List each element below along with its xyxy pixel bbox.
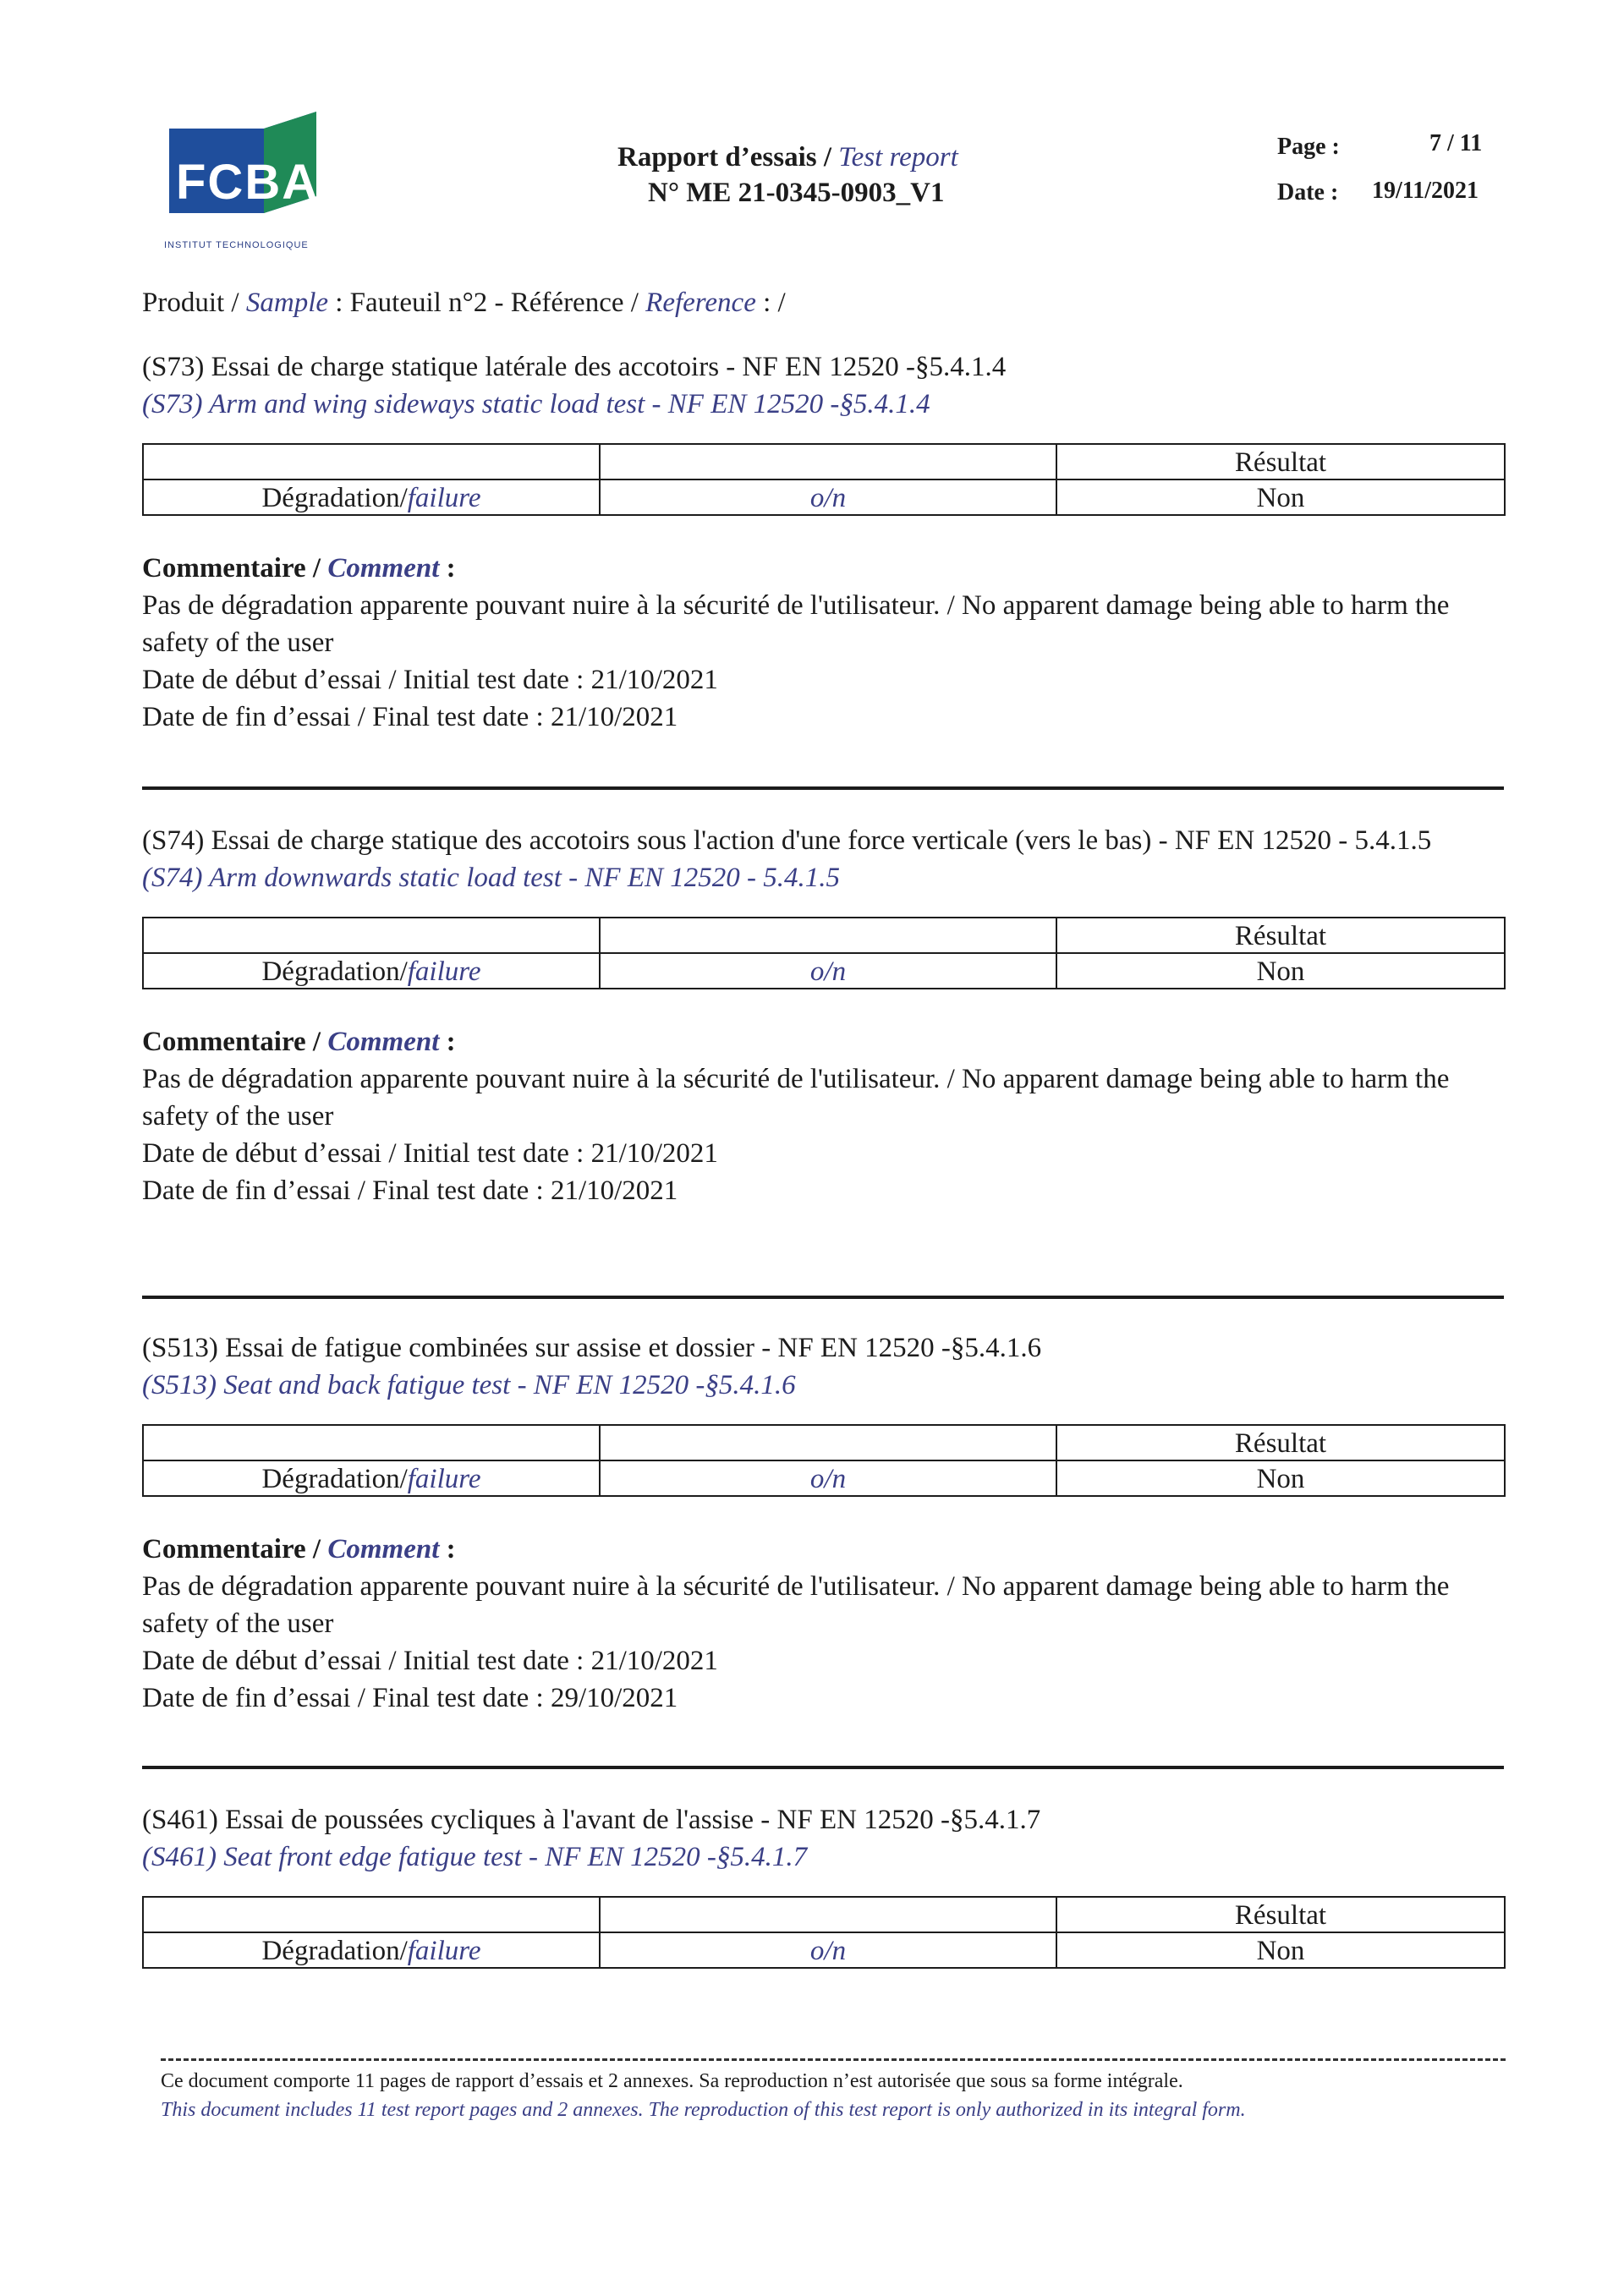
test-section-s461 bbox=[142, 1801, 1504, 1969]
failure-label-cell bbox=[143, 953, 600, 989]
result-header-empty-cell bbox=[600, 444, 1056, 479]
result-header: Résultat bbox=[1056, 1897, 1505, 1932]
reference-label-en: Reference bbox=[645, 288, 756, 318]
footer-notice-en: This document includes 11 test report pages and 2 annexes. The reproduction of this test report is only authorized in its integral form. bbox=[161, 2099, 1246, 2121]
start-date: Date de début d’essai / Initial test date : 21/10/2021 bbox=[142, 665, 718, 695]
reference-value: : / bbox=[763, 288, 786, 318]
product-label-en: Sample bbox=[245, 288, 329, 318]
failure-label-fr: Dégradation/ bbox=[261, 1936, 408, 1966]
test-section-s513 bbox=[142, 1329, 1504, 1717]
result-header-empty-cell bbox=[143, 1897, 600, 1932]
yes-no-label: o/n bbox=[809, 1936, 847, 1966]
section-title-fr: (S74) Essai de charge statique des accotoirs sous l'action d'une force verticale (vers le bas) - NF EN 12520 - 5.4.1.5 bbox=[142, 825, 1432, 856]
comment-label bbox=[142, 1531, 1504, 1568]
yes-no-label: o/n bbox=[809, 1464, 847, 1494]
result-value: Non bbox=[1056, 479, 1505, 515]
section-title-en: (S74) Arm downwards static load test - NF EN 12520 - 5.4.1.5 bbox=[142, 863, 840, 893]
yes-no-cell bbox=[600, 479, 1056, 515]
logo-text: FCBA bbox=[176, 155, 320, 210]
product-label-fr: Produit / bbox=[142, 288, 239, 318]
start-date: Date de début d’essai / Initial test date : 21/10/2021 bbox=[142, 1138, 718, 1169]
end-date: Date de fin d’essai / Final test date : 29/10/2021 bbox=[142, 1683, 678, 1713]
comment-colon: : bbox=[446, 553, 456, 584]
result-header: Résultat bbox=[1056, 1425, 1505, 1460]
failure-label-en: failure bbox=[407, 956, 481, 987]
section-divider bbox=[142, 1766, 1504, 1769]
failure-label-en: failure bbox=[407, 1464, 481, 1494]
comment-block bbox=[142, 1023, 1504, 1209]
logo-tagline: INSTITUT TECHNOLOGIQUE bbox=[164, 240, 309, 250]
comment-label-en: Comment bbox=[327, 553, 440, 584]
result-table bbox=[142, 443, 1506, 516]
comment-label-fr: Commentaire / bbox=[142, 553, 321, 584]
comment-colon: : bbox=[446, 1027, 456, 1057]
yes-no-label: o/n bbox=[809, 956, 847, 987]
comment-label bbox=[142, 1023, 1504, 1060]
failure-label-fr: Dégradation/ bbox=[261, 956, 408, 987]
product-value: : Fauteuil n°2 - Référence / bbox=[335, 288, 639, 318]
result-table bbox=[142, 1896, 1506, 1969]
report-title-fr: Rapport d’essais / bbox=[617, 142, 832, 173]
date-label: Date : bbox=[1277, 179, 1339, 205]
yes-no-label: o/n bbox=[809, 483, 847, 513]
result-header: Résultat bbox=[1056, 444, 1505, 479]
section-title-fr: (S513) Essai de fatigue combinées sur assise et dossier - NF EN 12520 -§5.4.1.6 bbox=[142, 1333, 1042, 1363]
section-divider bbox=[142, 786, 1504, 790]
report-number: N° ME 21-0345-0903_V1 bbox=[648, 178, 945, 208]
section-title-fr: (S461) Essai de poussées cycliques à l'avant de l'assise - NF EN 12520 -§5.4.1.7 bbox=[142, 1805, 1041, 1835]
comment-colon: : bbox=[446, 1534, 456, 1564]
yes-no-cell bbox=[600, 1932, 1056, 1968]
result-table bbox=[142, 917, 1506, 989]
end-date: Date de fin d’essai / Final test date : 21/10/2021 bbox=[142, 1175, 678, 1206]
end-date: Date de fin d’essai / Final test date : 21/10/2021 bbox=[142, 702, 678, 732]
comment-block bbox=[142, 1531, 1504, 1717]
yes-no-cell bbox=[600, 953, 1056, 989]
comment-label-en: Comment bbox=[327, 1534, 440, 1564]
section-title-fr: (S73) Essai de charge statique latérale des accotoirs - NF EN 12520 -§5.4.1.4 bbox=[142, 352, 1007, 382]
start-date: Date de début d’essai / Initial test date : 21/10/2021 bbox=[142, 1646, 718, 1676]
page-label: Page : bbox=[1277, 134, 1340, 160]
failure-label-cell bbox=[143, 1460, 600, 1496]
fcba-logo bbox=[162, 112, 340, 257]
result-header-empty-cell bbox=[143, 1425, 600, 1460]
result-value: Non bbox=[1056, 1460, 1505, 1496]
section-title-en: (S73) Arm and wing sideways static load test - NF EN 12520 -§5.4.1.4 bbox=[142, 389, 930, 419]
page-value: 7 / 11 bbox=[1429, 130, 1483, 156]
result-value: Non bbox=[1056, 1932, 1505, 1968]
comment-label bbox=[142, 550, 1504, 587]
section-title-en: (S461) Seat front edge fatigue test - NF EN 12520 -§5.4.1.7 bbox=[142, 1842, 808, 1872]
failure-label-en: failure bbox=[407, 483, 481, 513]
failure-label-cell bbox=[143, 479, 600, 515]
footer-divider bbox=[161, 2058, 1506, 2061]
date-value: 19/11/2021 bbox=[1372, 178, 1479, 204]
comment-text: Pas de dégradation apparente pouvant nuire à la sécurité de l'utilisateur. / No apparent damage being able to harm the safety of the user bbox=[142, 1571, 1450, 1639]
test-section-s74 bbox=[142, 822, 1504, 1209]
footer-notice-fr: Ce document comporte 11 pages de rapport d’essais et 2 annexes. Sa reproduction n’est autorisée que sous sa forme intégrale. bbox=[161, 2070, 1183, 2092]
report-title bbox=[617, 142, 958, 173]
failure-label-fr: Dégradation/ bbox=[261, 483, 408, 513]
test-section-s73 bbox=[142, 348, 1504, 736]
section-divider bbox=[142, 1296, 1504, 1299]
result-header-empty-cell bbox=[600, 1425, 1056, 1460]
result-header-empty-cell bbox=[143, 918, 600, 953]
result-header: Résultat bbox=[1056, 918, 1505, 953]
result-value: Non bbox=[1056, 953, 1505, 989]
comment-block bbox=[142, 550, 1504, 736]
failure-label-cell bbox=[143, 1932, 600, 1968]
result-header-empty-cell bbox=[600, 918, 1056, 953]
yes-no-cell bbox=[600, 1460, 1056, 1496]
failure-label-fr: Dégradation/ bbox=[261, 1464, 408, 1494]
comment-text: Pas de dégradation apparente pouvant nuire à la sécurité de l'utilisateur. / No apparent damage being able to harm the safety of the user bbox=[142, 1064, 1450, 1132]
section-title-en: (S513) Seat and back fatigue test - NF EN 12520 -§5.4.1.6 bbox=[142, 1370, 796, 1400]
report-title-en: Test report bbox=[838, 142, 958, 173]
comment-label-en: Comment bbox=[327, 1027, 440, 1057]
comment-text: Pas de dégradation apparente pouvant nuire à la sécurité de l'utilisateur. / No apparent damage being able to harm the safety of the user bbox=[142, 590, 1450, 658]
result-table bbox=[142, 1424, 1506, 1497]
product-line bbox=[142, 288, 786, 319]
result-header-empty-cell bbox=[600, 1897, 1056, 1932]
result-header-empty-cell bbox=[143, 444, 600, 479]
failure-label-en: failure bbox=[407, 1936, 481, 1966]
comment-label-fr: Commentaire / bbox=[142, 1027, 321, 1057]
comment-label-fr: Commentaire / bbox=[142, 1534, 321, 1564]
